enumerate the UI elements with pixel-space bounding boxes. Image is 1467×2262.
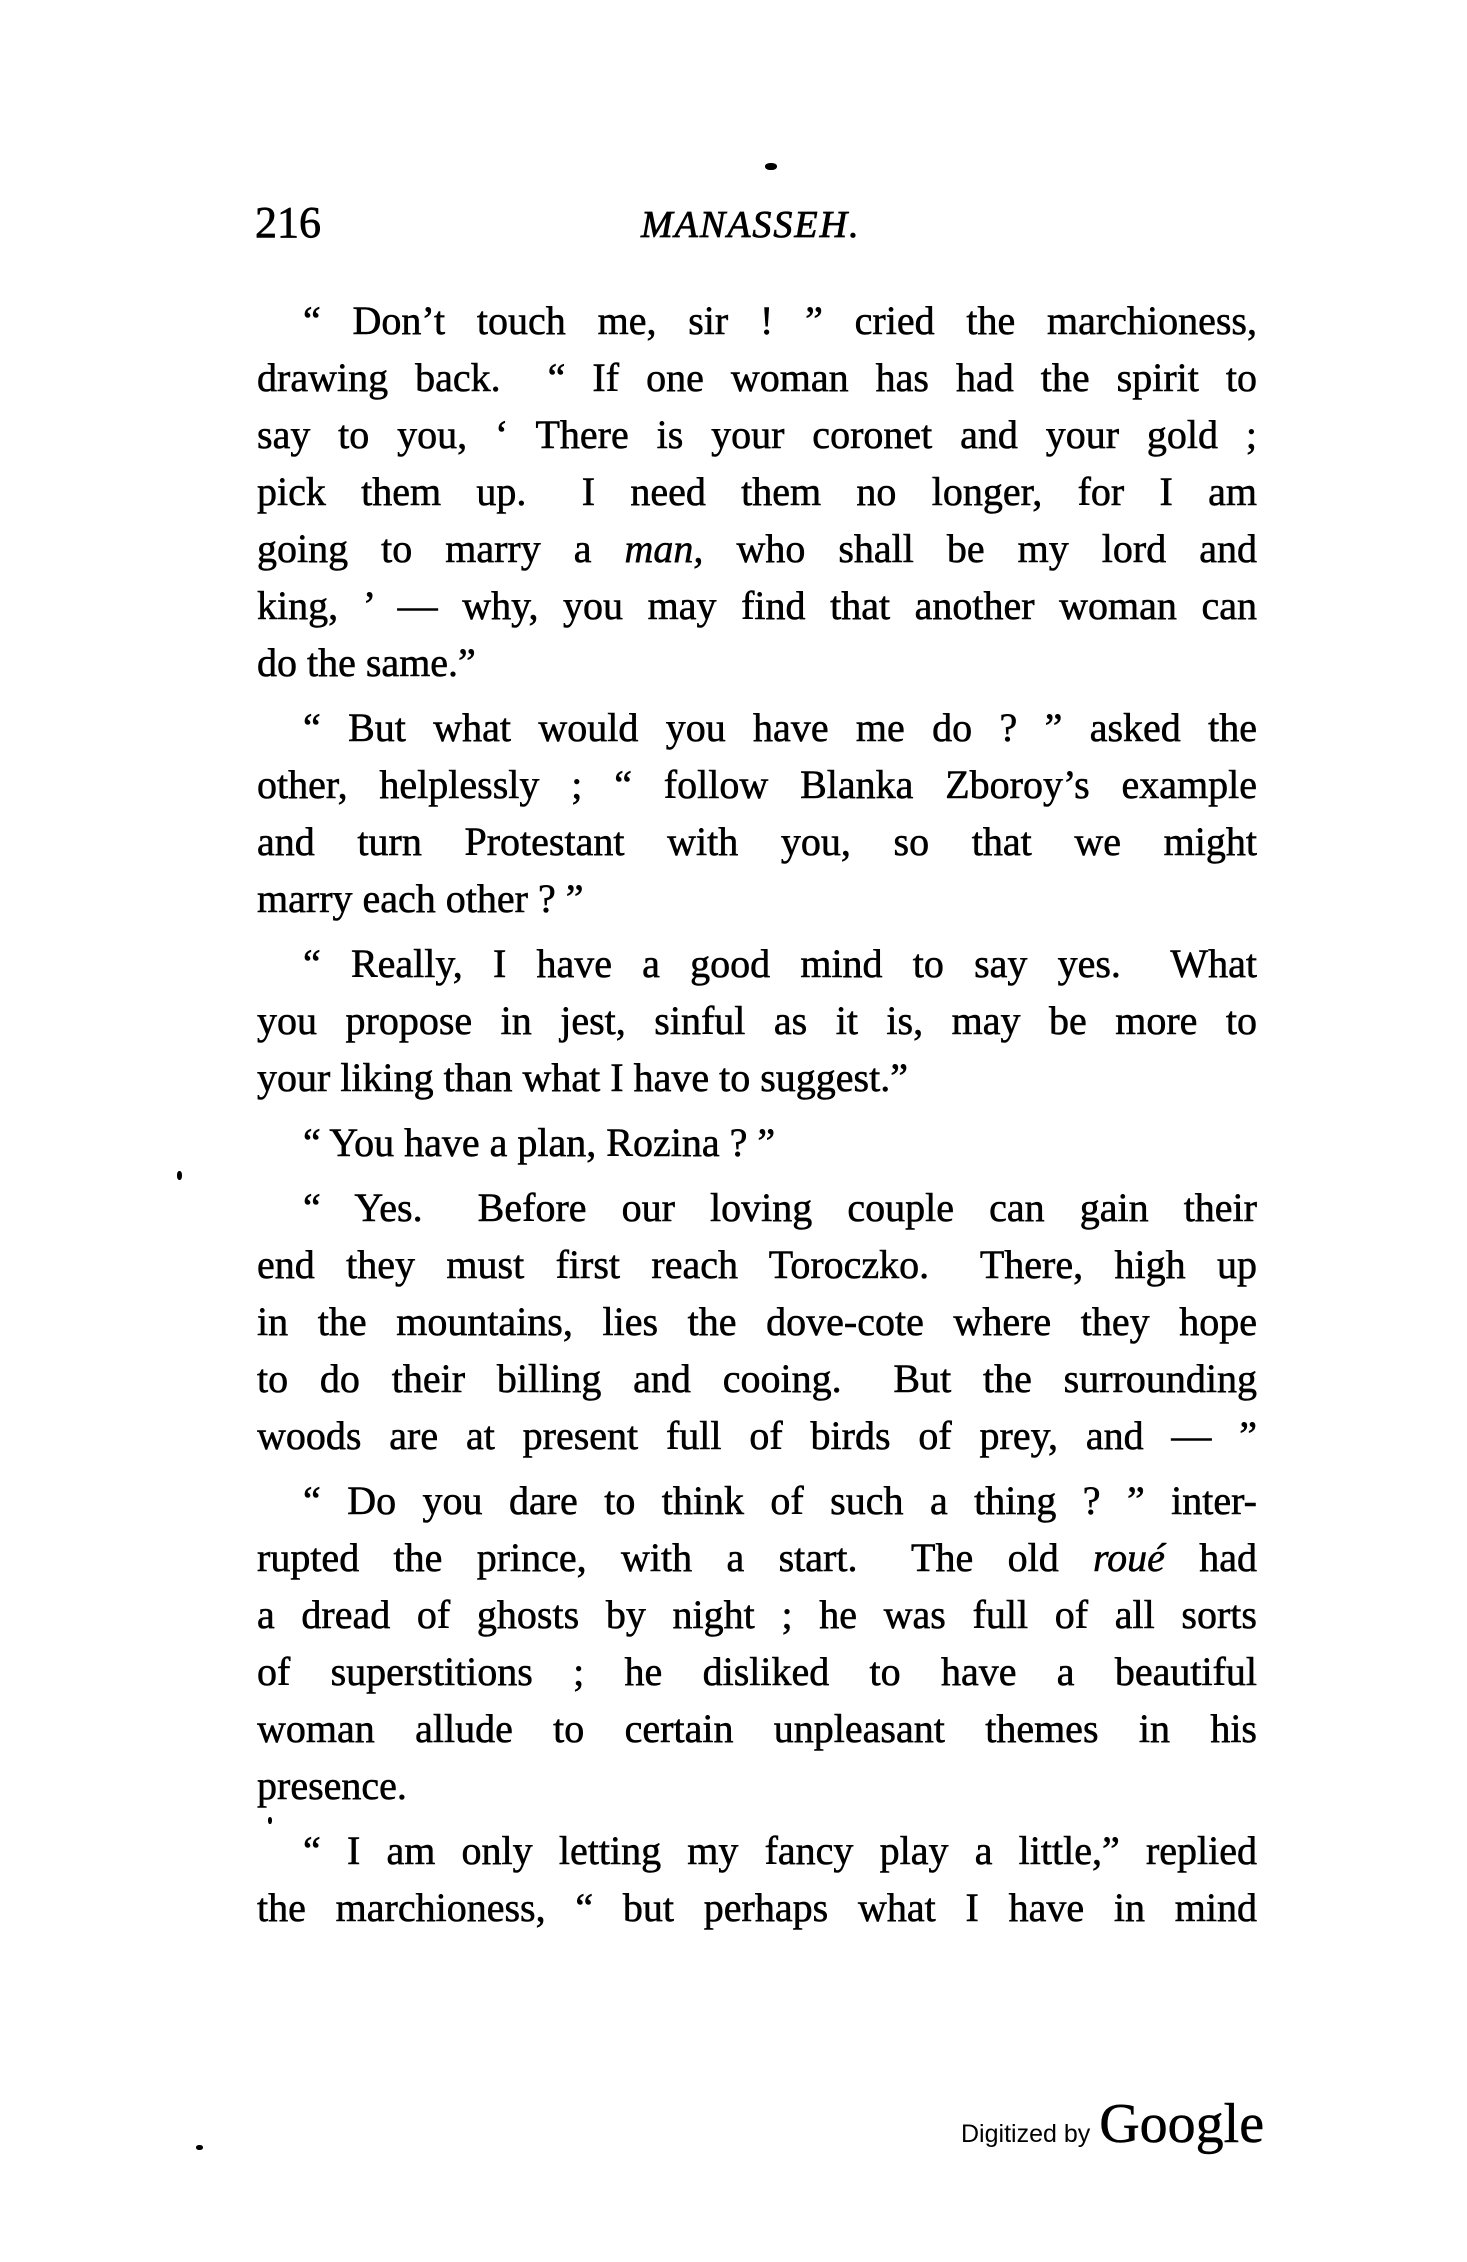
text-segment: of superstitions ; he disliked to have a beautiful	[257, 1649, 1257, 1694]
paragraph	[257, 1114, 1257, 1171]
google-logo: Google	[1099, 2093, 1265, 2155]
text-line	[257, 1586, 1257, 1643]
text-line	[257, 1350, 1257, 1407]
text-line	[257, 1114, 1257, 1171]
text-segment: going to marry a	[257, 526, 625, 571]
paragraph	[257, 699, 1257, 927]
text-segment: the marchioness, “ but perhaps what I have in mind	[257, 1885, 1257, 1930]
paragraph	[257, 1822, 1257, 1936]
running-header: MANASSEH.	[641, 204, 861, 246]
text-segment: woman allude to certain unpleasant themes in his	[257, 1706, 1257, 1751]
text-segment: “ But what would you have me do ? ” asked the	[303, 705, 1257, 750]
text-line	[257, 935, 1257, 992]
paragraph	[257, 935, 1257, 1106]
text-line	[257, 1472, 1257, 1529]
ink-speck	[765, 163, 777, 170]
ink-speck	[177, 1171, 182, 1180]
text-segment: “ You have a plan, Rozina ? ”	[303, 1120, 776, 1165]
text-segment: marry each other ? ”	[257, 876, 584, 921]
text-line	[257, 1529, 1257, 1586]
text-segment: “ I am only letting my fancy play a little,” replied	[303, 1828, 1257, 1873]
text-line	[257, 1643, 1257, 1700]
text-segment: drawing back. “ If one woman has had the spirit to	[257, 355, 1257, 400]
digitized-by-label: Digitized by	[961, 2120, 1091, 2148]
text-line	[257, 1757, 1257, 1814]
text-segment: in the mountains, lies the dove-cote where they hope	[257, 1299, 1257, 1344]
text-segment: and turn Protestant with you, so that we might	[257, 819, 1257, 864]
ink-speck	[268, 1817, 272, 1824]
text-segment: end they must first reach Toroczko. There, high up	[257, 1242, 1257, 1287]
text-line	[257, 577, 1257, 634]
text-segment: do the same.”	[257, 640, 476, 685]
text-segment: woods are at present full of birds of prey, and — ”	[257, 1413, 1257, 1458]
text-segment: “ Really, I have a good mind to say yes. What	[303, 941, 1257, 986]
text-line	[257, 1700, 1257, 1757]
text-segment: to do their billing and cooing. But the surrounding	[257, 1356, 1257, 1401]
digitization-credit	[961, 2093, 1265, 2155]
text-segment: “ Do you dare to think of such a thing ? ” inter-	[303, 1478, 1257, 1523]
text-line	[257, 1407, 1257, 1464]
text-segment: a dread of ghosts by night ; he was full of all sorts	[257, 1592, 1257, 1637]
text-segment: other, helplessly ; “ follow Blanka Zboroy’s example	[257, 762, 1257, 807]
text-line	[257, 813, 1257, 870]
text-line	[257, 992, 1257, 1049]
text-segment: who shall be my lord and	[703, 526, 1257, 571]
text-line	[257, 756, 1257, 813]
text-line	[257, 699, 1257, 756]
paragraph	[257, 292, 1257, 691]
text-segment: had	[1164, 1535, 1257, 1580]
text-line	[257, 520, 1257, 577]
text-segment: rupted the prince, with a start. The old	[257, 1535, 1094, 1580]
text-segment: presence.	[257, 1763, 407, 1808]
text-line	[257, 406, 1257, 463]
text-line	[257, 870, 1257, 927]
text-line	[257, 1822, 1257, 1879]
text-line	[257, 1293, 1257, 1350]
paragraph	[257, 1472, 1257, 1814]
page-number: 216	[255, 198, 321, 247]
text-segment: you propose in jest, sinful as it is, may be more to	[257, 998, 1257, 1043]
text-line	[257, 349, 1257, 406]
text-segment: say to you, ‘ There is your coronet and your gold ;	[257, 412, 1257, 457]
text-block	[257, 292, 1257, 1936]
text-segment: king, ’ — why, you may find that another woman can	[257, 583, 1257, 628]
text-segment: your liking than what I have to suggest.”	[257, 1055, 908, 1100]
text-segment: “ Yes. Before our loving couple can gain their	[303, 1185, 1257, 1230]
text-line	[257, 1179, 1257, 1236]
text-segment: “ Don’t touch me, sir ! ” cried the marchioness,	[303, 298, 1257, 343]
text-line	[257, 1879, 1257, 1936]
paragraph	[257, 1179, 1257, 1464]
text-line	[257, 292, 1257, 349]
text-line	[257, 463, 1257, 520]
text-line	[257, 1236, 1257, 1293]
italic-text: man,	[624, 526, 704, 571]
ink-speck	[196, 2145, 203, 2150]
italic-text: roué	[1093, 1535, 1165, 1580]
text-line	[257, 634, 1257, 691]
text-segment: pick them up. I need them no longer, for I am	[257, 469, 1257, 514]
text-line	[257, 1049, 1257, 1106]
